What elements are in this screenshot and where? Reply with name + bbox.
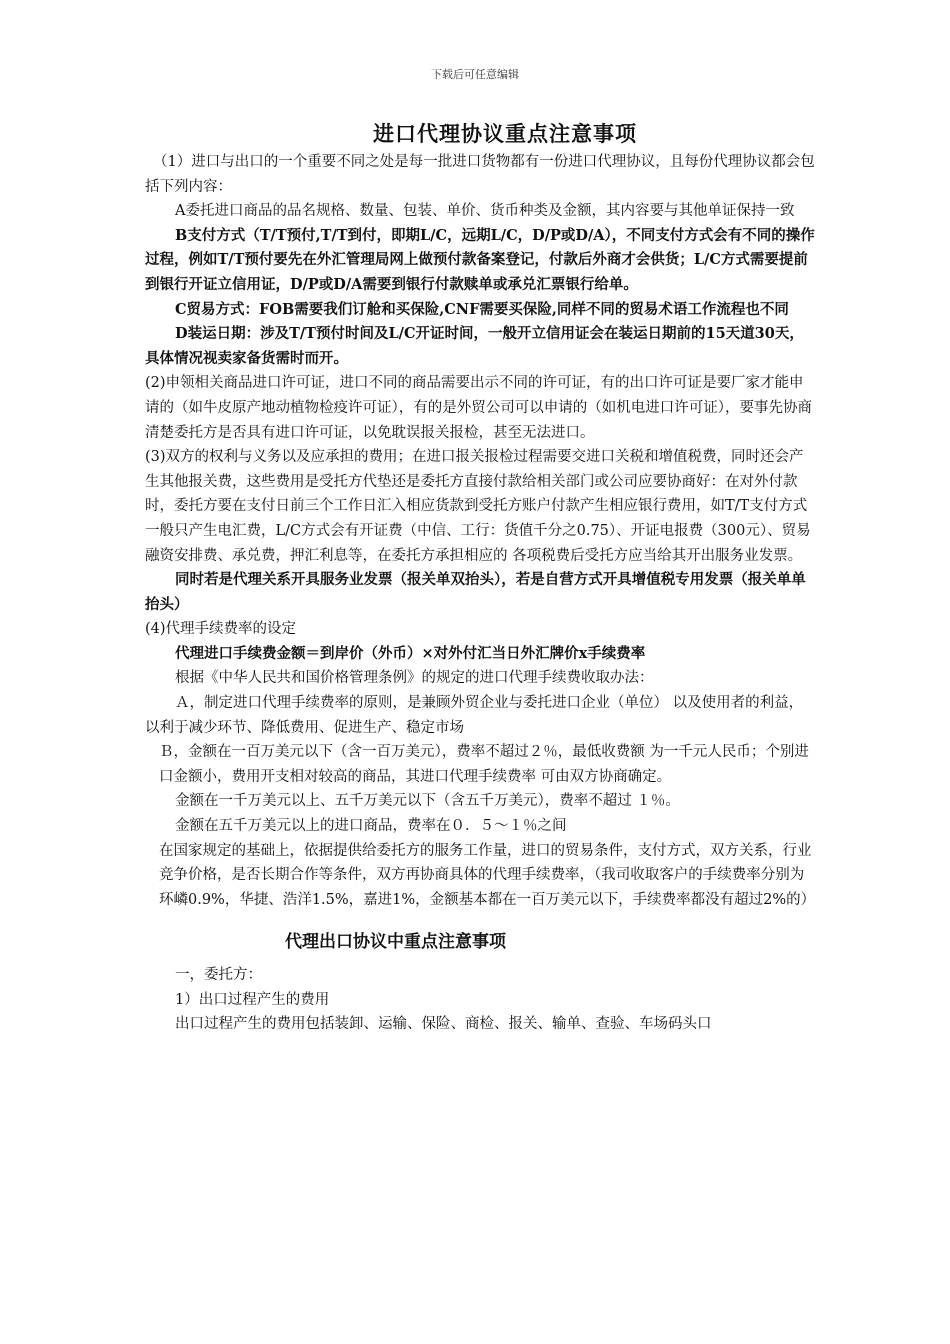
- section-title: 代理出口协议中重点注意事项: [285, 932, 506, 953]
- paragraph: Ａ，制定进口代理手续费率的原则，是兼顾外贸企业与委托进口企业（单位） 以及使用者的利益，以利于减少环节、降低费用、促进生产、稳定市场: [145, 695, 804, 736]
- paragraph: (2)申领相关商品进口许可证，进口不同的商品需要出示不同的许可证，有的出口许可证是要厂家才能申请的（如牛皮原产地动植物检疫许可证），有的是外贸公司可以申请的（如机电进口许可证），要事先协商清楚委托方是否具有进口许可证，以免耽误报关报检，甚至无法进口。: [145, 375, 812, 441]
- paragraph: 同时若是代理关系开具服务业发票（报关单双抬头），若是自营方式开具增值税专用发票（报关单单抬头）: [145, 571, 806, 613]
- paragraph: 1）出口过程产生的费用: [175, 991, 330, 1008]
- paragraph: Ｂ，金额在一百万美元以下（含一百万美元），费率不超过２％，最低收费额 为一千元人民币；个别进口金额小，费用开支相对较高的商品，其进口代理手续费率 可由双方协商确定。: [159, 744, 809, 785]
- paragraph: 代理进口手续费金额＝到岸价（外币）×对外付汇当日外汇牌价x手续费率: [175, 644, 646, 662]
- paragraph: (3)双方的权利与义务以及应承担的费用；在进口报关报检过程需要交进口关税和增值税费，同时还会产生其他报关费，这些费用是受托方代垫还是委托方直接付款给相关部门或公司应要协商好：在对外付款时，委托方要在支付日前三个工作日汇入相应货款到受托方账户付款产生相应银行费用，如T/T支付方式一般只产生电汇费，L/C方式会有开证费（中信、工行：货值千分之0.75）、开证电报费（300元）、贸易融资安排费、承兑费，押汇利息等，在委托方承担相应的 各项税费后受托方应当给其开出服务业发票。: [145, 449, 811, 564]
- paragraph: D装运日期：涉及T/T预付时间及L/C开证时间，一般开立信用证会在装运日期前的15天道30天，具体情况视卖家备货需时而开。: [145, 325, 804, 367]
- paragraph: 出口过程产生的费用包括装卸、运输、保险、商检、报关、输单、查验、车场码头口: [175, 1016, 712, 1033]
- paragraph: 根据《中华人民共和国价格管理条例》的规定的进口代理手续费收取办法：: [175, 670, 654, 687]
- paragraph: 金额在五千万美元以上的进口商品，费率在０．５～１％之间: [175, 818, 567, 835]
- paragraph: 在国家规定的基础上，依据提供给委托方的服务工作量，进口的贸易条件，支付方式，双方关系，行业竞争价格，是否长期合作等条件，双方再协商具体的代理手续费率，（我司收取客户的手续费率分别为环嶙0.9%，华捷、浩洋1.5%，嘉进1%，金额基本都在一百万美元以下，手续费率都没有超过2%的）: [159, 842, 816, 908]
- paragraph: A委托进口商品的品名规格、数量、包装、单价、货币种类及金额，其内容要与其他单证保持一致: [175, 203, 795, 220]
- document-body: [145, 150, 815, 1037]
- page-header: 下载后可任意编辑: [431, 68, 519, 81]
- paragraph: 一，委托方：: [175, 967, 262, 983]
- paragraph: C贸易方式：FOB需要我们订舱和买保险,CNF需要买保险,同样不同的贸易术语工作流程也不同: [175, 300, 789, 318]
- paragraph: （1）进口与出口的一个重要不同之处是每一批进口货物都有一份进口代理协议，且每份代理协议都会包括下列内容：: [145, 154, 815, 195]
- paragraph: 金额在一千万美元以上、五千万美元以下（含五千万美元），费率不超过 １％。: [175, 793, 680, 810]
- paragraph: B支付方式（T/T预付,T/T到付，即期L/C，远期L/C，D/P或D/A），不同支付方式会有不同的操作过程，例如T/T预付要先在外汇管理局网上做预付款备案登记，付款后外商才会供货；L/C方式需要提前到银行开证立信用证，D/P或D/A需要到银行付款赎单或承兑汇票银行给单。: [145, 226, 815, 293]
- paragraph: (4)代理手续费率的设定: [145, 621, 297, 638]
- document-title: 进口代理协议重点注意事项: [373, 121, 637, 146]
